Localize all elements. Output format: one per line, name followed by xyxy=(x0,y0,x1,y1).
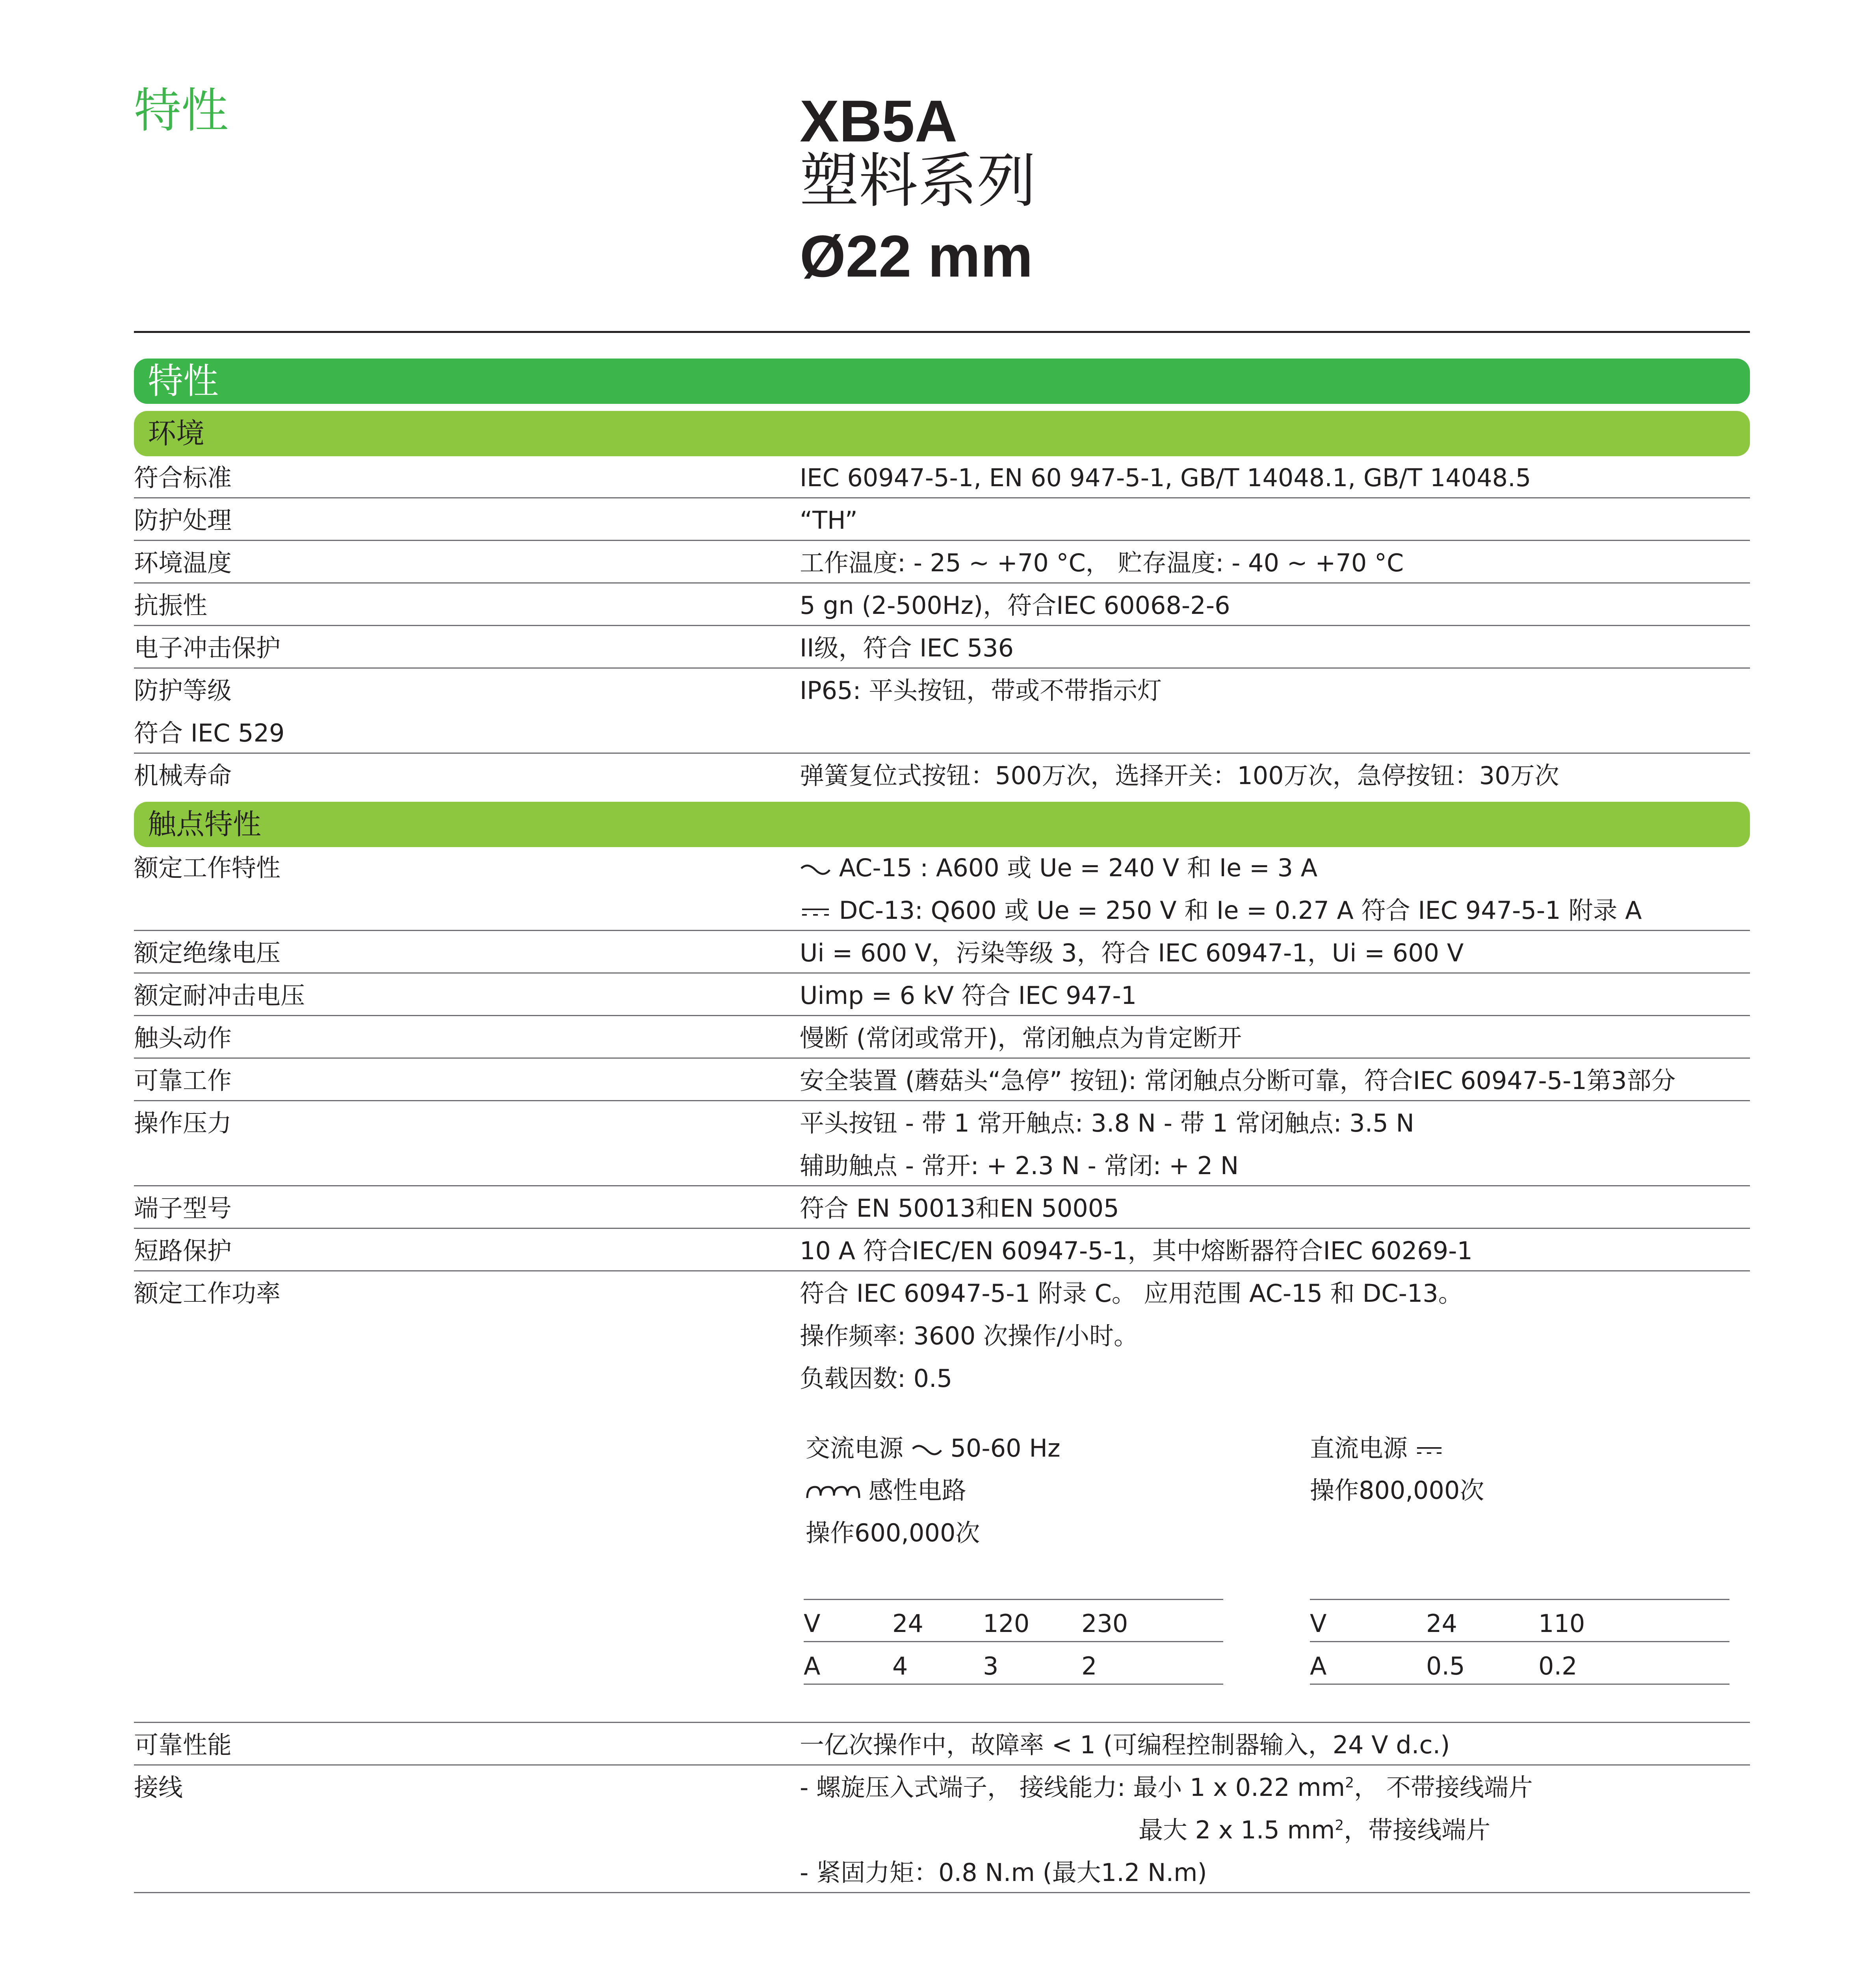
action-label: 触头动作 xyxy=(134,1024,232,1052)
rated-operation-dc-text: DC-13: Q600 或 Ue = 250 V 和 Ie = 0.27 A 符合 IEC 947-5-1 附录 A xyxy=(839,896,1642,925)
row-divider xyxy=(134,1892,1750,1893)
wiring-value-1 xyxy=(800,1775,1533,1800)
dc-table-cell: A xyxy=(1310,1652,1327,1680)
header-divider xyxy=(134,331,1750,333)
impulse-label: 额定耐冲击电压 xyxy=(134,981,305,1010)
ac-table-cell: 4 xyxy=(892,1652,908,1680)
env-value-treatment: “TH” xyxy=(800,506,858,535)
rated-operation-label: 额定工作特性 xyxy=(134,853,281,882)
env-label-standards: 符合标准 xyxy=(134,463,232,492)
row-divider xyxy=(134,972,1750,974)
reliable-value: 安全装置 (蘑菇头“急停” 按钮): 常闭触点分断可靠，符合IEC 60947-5-1第3部分 xyxy=(800,1066,1676,1095)
row-divider xyxy=(134,540,1750,541)
dc-table-bottom-line xyxy=(1310,1684,1729,1685)
ac-supply-frequency: 50-60 Hz xyxy=(950,1434,1061,1463)
contact-bar: 触点特性 xyxy=(134,802,1750,847)
inductive-circuit-text: 感性电路 xyxy=(868,1476,966,1505)
dc-table-header-cell: 110 xyxy=(1538,1609,1585,1638)
terminal-value: 符合 EN 50013和EN 50005 xyxy=(800,1194,1119,1223)
env-label-mechanical-life: 机械寿命 xyxy=(134,761,232,790)
rated-power-value-3: 负载因数: 0.5 xyxy=(800,1364,953,1393)
ac-table-header-cell: 24 xyxy=(892,1609,923,1638)
ac-supply xyxy=(806,1436,1060,1461)
force-value-1: 平头按钮 - 带 1 常开触点: 3.8 N - 带 1 常闭触点: 3.5 N xyxy=(800,1109,1414,1137)
env-value-vibration: 5 gn (2-500Hz)，符合IEC 60068-2-6 xyxy=(800,591,1230,620)
dc-symbol-icon xyxy=(1415,1440,1443,1460)
reliable-label: 可靠工作 xyxy=(134,1066,232,1095)
row-divider xyxy=(134,1722,1750,1723)
insulation-label: 额定绝缘电压 xyxy=(134,939,281,967)
action-value: 慢断 (常闭或常开)，常闭触点为肯定断开 xyxy=(800,1024,1242,1052)
dc-table-mid-line xyxy=(1310,1641,1729,1642)
ac-table-cell: 3 xyxy=(983,1652,999,1680)
wiring-text: 最大 2 x 1.5 mm xyxy=(1139,1816,1335,1844)
rated-operation-ac-text: AC-15 : A600 或 Ue = 240 V 和 Ie = 3 A xyxy=(839,853,1318,882)
ac-supply-title: 交流电源 xyxy=(806,1434,904,1463)
env-value-mechanical-life: 弹簧复位式按钮：500万次，选择开关：100万次，急停按钮：30万次 xyxy=(800,761,1559,790)
env-label-protection: 防护等级 xyxy=(134,676,232,705)
dc-supply xyxy=(1310,1436,1443,1461)
row-divider xyxy=(134,1015,1750,1016)
insulation-value: Ui = 600 V，污染等级 3，符合 IEC 60947-1，Ui = 600 V xyxy=(800,939,1464,967)
ac-wave-icon xyxy=(800,860,831,879)
characteristics-bar: 特性 xyxy=(134,359,1750,404)
product-series: 塑料系列 xyxy=(800,147,1036,216)
rated-power-label: 额定工作功率 xyxy=(134,1279,281,1308)
dc-table-header-cell: 24 xyxy=(1426,1609,1457,1638)
row-divider xyxy=(134,1764,1750,1766)
row-divider xyxy=(134,625,1750,626)
wiring-value-3: - 紧固力矩：0.8 N.m (最大1.2 N.m) xyxy=(800,1858,1207,1887)
wiring-superscript: 2 xyxy=(1345,1775,1354,1791)
environment-bar: 环境 xyxy=(134,411,1750,456)
short-circuit-label: 短路保护 xyxy=(134,1236,232,1265)
env-label-iec529: 符合 IEC 529 xyxy=(134,719,285,747)
row-divider xyxy=(134,930,1750,931)
ac-operations: 操作600,000次 xyxy=(806,1518,980,1547)
env-label-treatment: 防护处理 xyxy=(134,506,232,535)
wiring-superscript: 2 xyxy=(1335,1817,1344,1834)
row-divider xyxy=(134,497,1750,498)
env-label-shock: 电子冲击保护 xyxy=(134,634,281,662)
row-divider xyxy=(134,667,1750,669)
dc-table-header-cell: V xyxy=(1310,1609,1327,1638)
wiring-value-2 xyxy=(1139,1818,1490,1842)
row-divider xyxy=(134,753,1750,754)
env-value-temperature: 工作温度: - 25 ~ +70 °C， 贮存温度: - 40 ~ +70 °C xyxy=(800,548,1404,577)
coil-icon xyxy=(806,1482,861,1502)
rated-power-value-2: 操作频率: 3600 次操作/小时。 xyxy=(800,1321,1138,1350)
product-diameter: Ø22 mm xyxy=(800,223,1033,289)
wiring-text: ，带接线端片 xyxy=(1344,1816,1491,1844)
ac-wave-icon xyxy=(911,1440,943,1460)
dc-table-cell: 0.5 xyxy=(1426,1652,1465,1680)
reliability-value: 一亿次操作中，故障率 < 1 (可编程控制器输入，24 V d.c.) xyxy=(800,1730,1450,1759)
rated-operation-ac xyxy=(800,853,1318,882)
wiring-text: ， 不带接线端片 xyxy=(1354,1773,1533,1802)
env-value-protection: IP65: 平头按钮，带或不带指示灯 xyxy=(800,676,1162,705)
wiring-label: 接线 xyxy=(134,1773,183,1802)
impulse-value: Uimp = 6 kV 符合 IEC 947-1 xyxy=(800,981,1137,1010)
product-model: XB5A xyxy=(800,88,958,154)
force-label: 操作压力 xyxy=(134,1109,232,1137)
dc-supply-title: 直流电源 xyxy=(1310,1434,1408,1463)
ac-table-header-cell: 120 xyxy=(983,1609,1030,1638)
ac-table-header-cell: 230 xyxy=(1081,1609,1128,1638)
row-divider xyxy=(134,1270,1750,1271)
row-divider xyxy=(134,1228,1750,1229)
env-label-vibration: 抗振性 xyxy=(134,591,208,620)
rated-operation-dc xyxy=(800,898,1642,923)
ac-table-bottom-line xyxy=(804,1684,1223,1685)
row-divider xyxy=(134,582,1750,584)
terminal-label: 端子型号 xyxy=(134,1194,232,1223)
row-divider xyxy=(134,1057,1750,1059)
reliability-label: 可靠性能 xyxy=(134,1730,232,1759)
ac-table-cell: 2 xyxy=(1081,1652,1097,1680)
rated-power-value-1: 符合 IEC 60947-5-1 附录 C。 应用范围 AC-15 和 DC-13。 xyxy=(800,1279,1463,1308)
dc-operations: 操作800,000次 xyxy=(1310,1476,1484,1505)
env-label-temperature: 环境温度 xyxy=(134,548,232,577)
inductive-circuit xyxy=(806,1478,966,1503)
ac-table-header-cell: V xyxy=(804,1609,821,1638)
row-divider xyxy=(134,1100,1750,1101)
section-heading: 特性 xyxy=(134,84,228,138)
dc-symbol-icon xyxy=(800,902,831,922)
ac-table-mid-line xyxy=(804,1641,1223,1642)
ac-table-top-line xyxy=(804,1599,1223,1600)
dc-table-top-line xyxy=(1310,1599,1729,1600)
wiring-text: - 螺旋压入式端子， 接线能力: 最小 1 x 0.22 mm xyxy=(800,1773,1345,1802)
row-divider xyxy=(134,1185,1750,1186)
dc-table-cell: 0.2 xyxy=(1538,1652,1577,1680)
env-value-standards: IEC 60947-5-1, EN 60 947-5-1, GB/T 14048.1, GB/T 14048.5 xyxy=(800,463,1531,492)
force-value-2: 辅助触点 - 常开: + 2.3 N - 常闭: + 2 N xyxy=(800,1151,1239,1180)
ac-table-cell: A xyxy=(804,1652,821,1680)
env-value-shock: II级，符合 IEC 536 xyxy=(800,634,1014,662)
short-circuit-value: 10 A 符合IEC/EN 60947-5-1，其中熔断器符合IEC 60269-1 xyxy=(800,1236,1473,1265)
